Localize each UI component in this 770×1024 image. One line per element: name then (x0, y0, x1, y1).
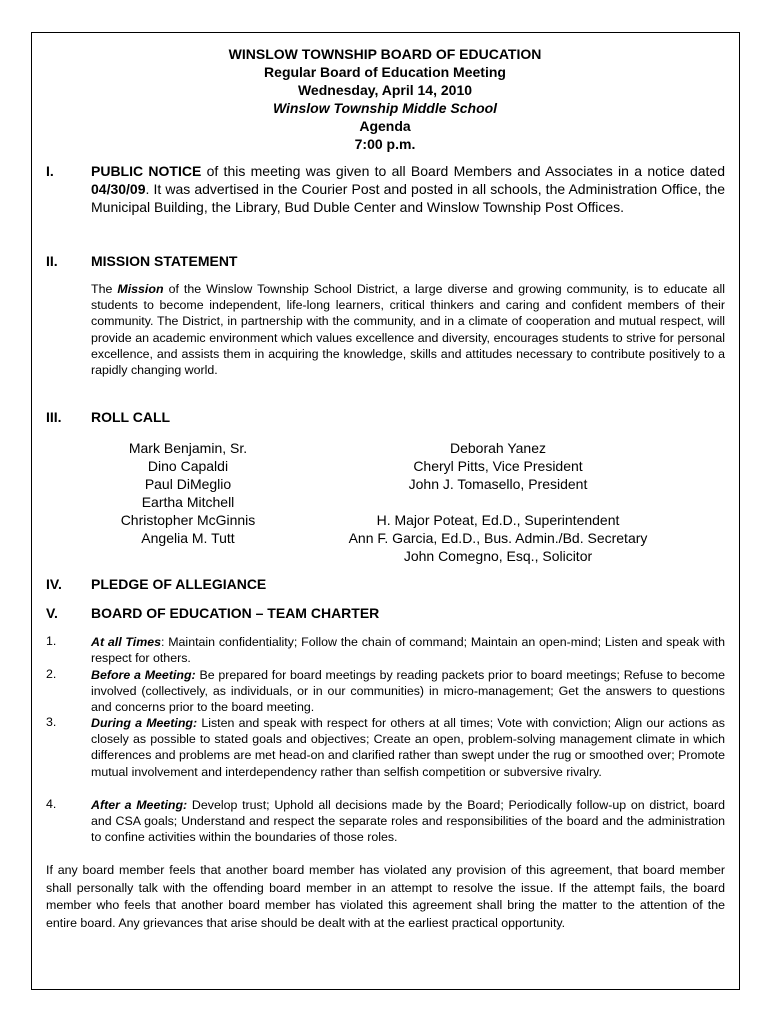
member-name: Cheryl Pitts, Vice President (413, 458, 583, 474)
member-name: Christopher McGinnis (120, 512, 256, 528)
charter-item (91, 797, 725, 846)
charter-number: 4. (46, 797, 57, 811)
charter-text: Listen and speak with respect for others at all times; Vote with conviction; Align our actions as closely as possible to stated goals and objectives; Create an open, problem-solving management climate in which differences and problems are met head-on and clarified rather than swept under the rug or smoothed over; Promote mutual involvement and interdependency rather than selfish competition or subversive rivalry. (91, 716, 725, 779)
member-name: Deborah Yanez (450, 440, 546, 456)
section-numeral-4: IV. (46, 576, 62, 592)
member-name: Paul DiMeglio (144, 476, 232, 492)
public-notice-paragraph (91, 162, 725, 216)
staff-name: John Comegno, Esq., Solicitor (403, 548, 593, 564)
member-name: Angelia M. Tutt (141, 530, 235, 546)
public-notice-text-b: . It was advertised in the Courier Post and posted in all schools, the Administration Office, the Municipal Building, the Library, Bud Duble Center and Winslow Township Post Offices. (91, 181, 725, 215)
charter-text: : Maintain confidentiality; Follow the chain of command; Maintain an open-mind; Listen and speak with respect for others. (91, 635, 725, 666)
member-name: Eartha Mitchell (141, 494, 235, 510)
header-meeting-type: Regular Board of Education Meeting (264, 64, 506, 80)
section-numeral-5: V. (46, 605, 58, 621)
public-notice-title: PUBLIC NOTICE (91, 163, 202, 179)
mission-heading: MISSION STATEMENT (91, 253, 238, 269)
header-time: 7:00 p.m. (354, 136, 416, 152)
roll-call-left-column (88, 439, 288, 547)
charter-heading: BOARD OF EDUCATION – TEAM CHARTER (91, 605, 380, 621)
header-org: WINSLOW TOWNSHIP BOARD OF EDUCATION (228, 46, 542, 62)
charter-item (91, 667, 725, 716)
staff-name: H. Major Poteat, Ed.D., Superintendent (376, 512, 620, 528)
charter-item (91, 634, 725, 666)
charter-label: During a Meeting: (91, 716, 198, 730)
charter-number: 1. (46, 634, 57, 648)
roll-call-heading: ROLL CALL (91, 409, 171, 425)
charter-text: Be prepared for board meetings by reading packets prior to board meetings; Refuse to become involved (collectively, as individuals, or in our communities) in micro-management; Get the answers to questions and concerns prior to the board meeting. (91, 668, 725, 715)
mission-pre: The (91, 282, 118, 296)
pledge-heading: PLEDGE OF ALLEGIANCE (91, 576, 267, 592)
closing-paragraph: If any board member feels that another board member has violated any provision of this agreement, that board member shall personally talk with the offending board member in an attempt to resolve the issue. If the attempt fails, the board member who feels that another board member has violated this agreement shall bring the matter to the attention of the entire board. Any grievances that arise should be dealt with at the earliest practical opportunity. (46, 863, 725, 930)
member-name: Mark Benjamin, Sr. (128, 440, 248, 456)
charter-label: After a Meeting: (91, 798, 188, 812)
mission-word: Mission (117, 282, 164, 296)
public-notice-text-a: of this meeting was given to all Board Members and Associates in a notice dated (201, 163, 725, 179)
charter-item (91, 715, 725, 780)
staff-name: Ann F. Garcia, Ed.D., Bus. Admin./Bd. Secretary (348, 530, 648, 546)
charter-number: 2. (46, 667, 57, 681)
member-name: Dino Capaldi (147, 458, 229, 474)
roll-call-right-column (318, 439, 678, 565)
charter-number: 3. (46, 715, 57, 729)
section-numeral-2: II. (46, 253, 58, 269)
charter-label: At all Times (91, 635, 161, 649)
section-numeral-3: III. (46, 409, 62, 425)
charter-text: Develop trust; Uphold all decisions made by the Board; Periodically follow-up on district, board and CSA goals; Understand and respect the separate roles and responsibilities of the board and the administration to confine activities within the boundaries of those roles. (91, 798, 725, 845)
member-name: John J. Tomasello, President (408, 476, 588, 492)
header-date: Wednesday, April 14, 2010 (297, 82, 473, 98)
mission-paragraph (91, 281, 725, 378)
charter-label: Before a Meeting: (91, 668, 196, 682)
mission-text: of the Winslow Township School District, a large diverse and growing community, is to educate all students to become independent, life-long learners, critical thinkers and caring and confident members of their community. The District, in partnership with the community, and in a climate of cooperation and mutual respect, will provide an academic environment which values excellence and diversity, encourages students to strive for personal excellence, and assists them in acquiring the knowledge, skills and attitudes necessary to contribute positively to a rapidly changing world. (91, 282, 725, 378)
public-notice-date: 04/30/09 (91, 181, 146, 197)
header-location: Winslow Township Middle School (272, 100, 498, 116)
document-header (0, 45, 770, 153)
header-agenda: Agenda (359, 118, 411, 134)
section-numeral-1: I. (46, 163, 54, 179)
